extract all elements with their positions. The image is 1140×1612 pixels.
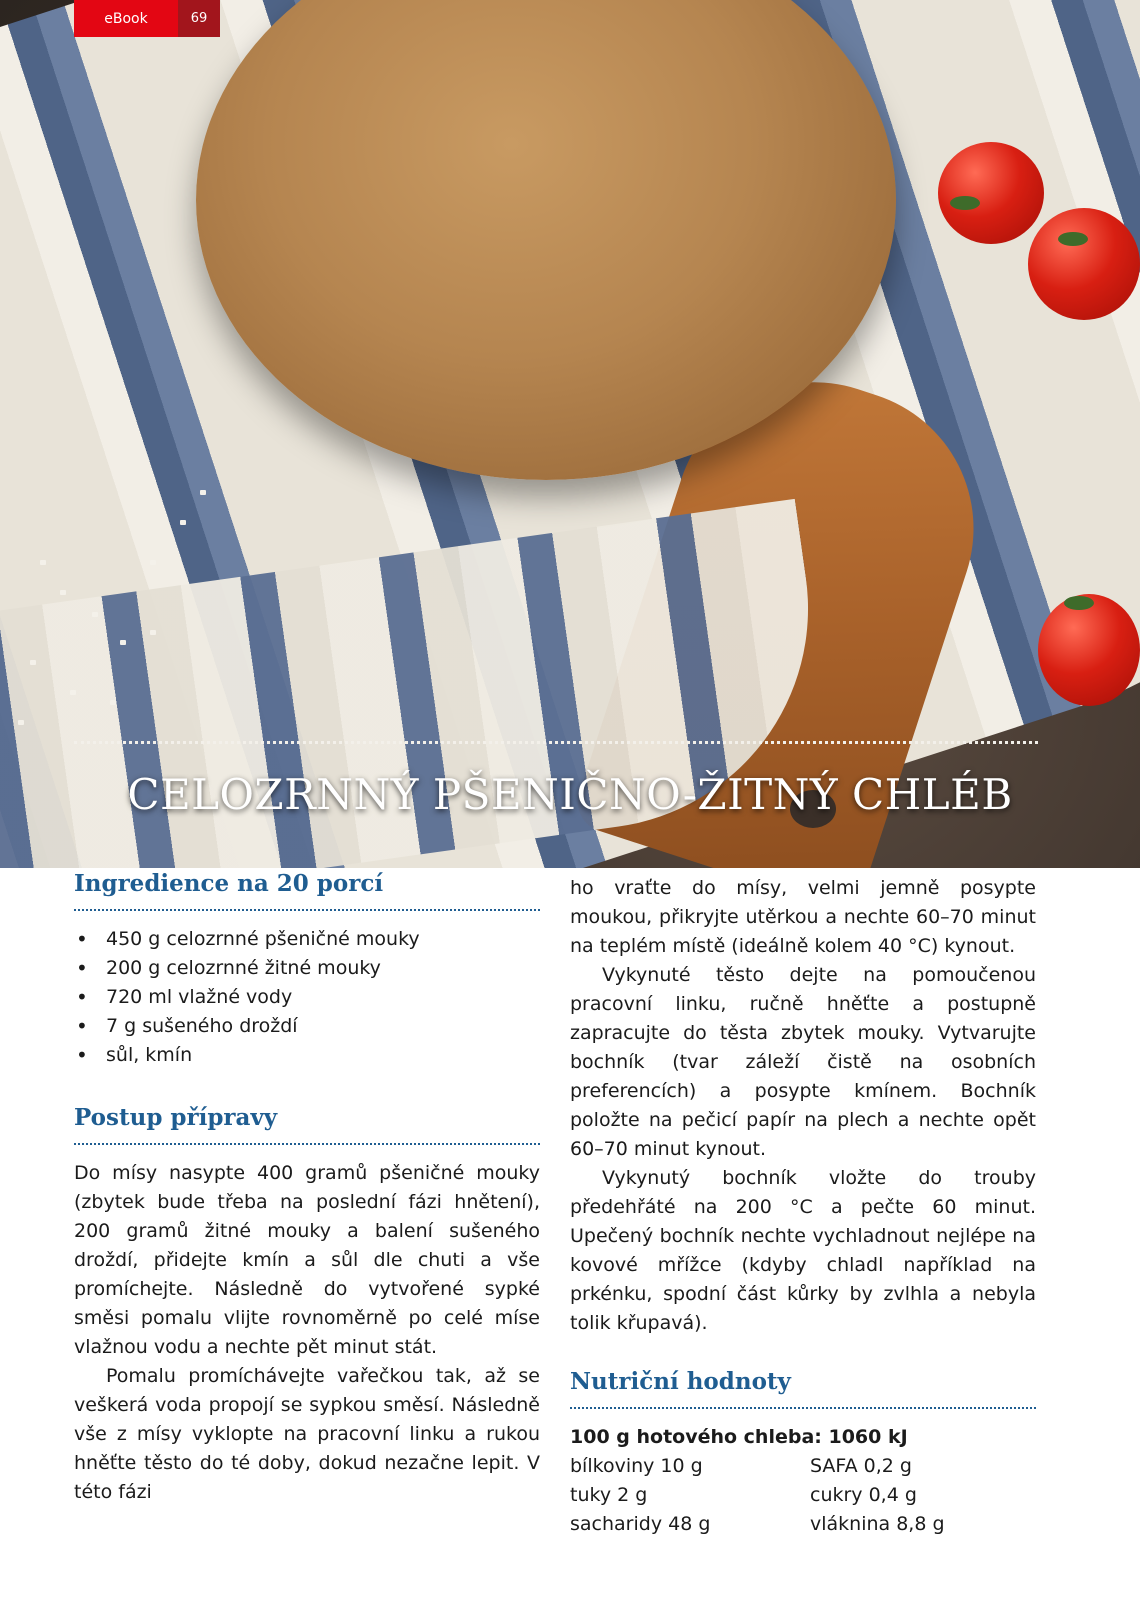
tomato bbox=[938, 142, 1044, 244]
nutrition-value: vláknina 8,8 g bbox=[810, 1513, 945, 1535]
right-column bbox=[570, 874, 1036, 1539]
ingredient-item: • 7 g sušeného droždí bbox=[74, 1012, 540, 1041]
nutrition-heading: Nutriční hodnoty bbox=[570, 1368, 791, 1395]
method-paragraph: Vykynutý bochník vložte do trouby předehřáté na 200 °C a pečte 60 minut. Upečený bochník nechte vychladnout nejlépe na kovové mřížce (kdyby chladl například na prkénku, spodní část kůrky by zvlhla a nebyla tolik křupavá). bbox=[570, 1167, 1036, 1334]
section-divider bbox=[74, 909, 540, 911]
tomato-stem bbox=[1058, 232, 1088, 246]
ingredient-item: • 450 g celozrnné pšeničné mouky bbox=[74, 925, 540, 954]
method-paragraph: Do mísy nasypte 400 gramů pšeničné mouky (zbytek bude třeba na poslední fázi hnětení), 200 gramů žitné mouky a balení sušeného droždí, přidejte kmín a sůl dle chuti a vše promíchejte. Následně do vytvořené sypké směsi pomalu vlijte rovnoměrně po celé míse vlažnou vodu a nechte pět minut stát. bbox=[74, 1162, 540, 1358]
method-paragraph: ho vraťte do mísy, velmi jemně posypte moukou, přikryjte utěrkou a nechte 60–70 minut na teplém místě (ideálně kolem 40 °C) kynout. bbox=[570, 877, 1036, 957]
method-paragraph: Vykynuté těsto dejte na pomoučenou pracovní linku, ručně hněťte a postupně zapracujte do těsta zbytek mouky. Vytvarujte bochník (tvar záleží čistě na osobních preferencích) a posypte kmínem. Bochník položte na pečicí papír na plech a nechte opět 60–70 minut kynout. bbox=[570, 964, 1036, 1160]
ingredient-item: • sůl, kmín bbox=[74, 1041, 540, 1070]
nutrition-value: SAFA 0,2 g bbox=[810, 1455, 912, 1477]
page-title: CELOZRNNÝ PŠENIČNO-ŽITNÝ CHLÉB bbox=[127, 770, 1013, 819]
ingredients-list bbox=[74, 925, 540, 1070]
method-paragraph: Pomalu promíchávejte vařečkou tak, až se veškerá voda propojí se sypkou směsí. Následně vše z mísy vyklopte na pracovní linku a rukou hněťte těsto do té doby, dokud nezačne lepit. V této fázi bbox=[74, 1365, 540, 1503]
nutrition-summary: 100 g hotového chleba: 1060 kJ bbox=[570, 1426, 908, 1448]
ingredients-heading: Ingredience na 20 porcí bbox=[74, 870, 384, 897]
nutrition-row bbox=[570, 1510, 1036, 1539]
tomato-stem bbox=[1064, 596, 1094, 610]
tomato bbox=[1038, 594, 1140, 706]
section-divider bbox=[74, 1143, 540, 1145]
nutrition-value: tuky 2 g bbox=[570, 1484, 648, 1506]
ebook-tag bbox=[74, 0, 220, 37]
ingredient-item: • 200 g celozrnné žitné mouky bbox=[74, 954, 540, 983]
nutrition-value: sacharidy 48 g bbox=[570, 1513, 711, 1535]
section-divider bbox=[570, 1407, 1036, 1409]
tomato-stem bbox=[950, 196, 980, 210]
nutrition-row bbox=[570, 1452, 1036, 1481]
nutrition-value: cukry 0,4 g bbox=[810, 1484, 917, 1506]
left-column bbox=[74, 870, 540, 1507]
ebook-label: eBook bbox=[74, 0, 178, 37]
title-divider bbox=[74, 741, 1038, 744]
method-heading: Postup přípravy bbox=[74, 1104, 278, 1131]
ingredient-item: • 720 ml vlažné vody bbox=[74, 983, 540, 1012]
tomato bbox=[1028, 208, 1140, 320]
page-number: 69 bbox=[178, 0, 220, 37]
nutrition-row bbox=[570, 1481, 1036, 1510]
nutrition-value: bílkoviny 10 g bbox=[570, 1455, 703, 1477]
